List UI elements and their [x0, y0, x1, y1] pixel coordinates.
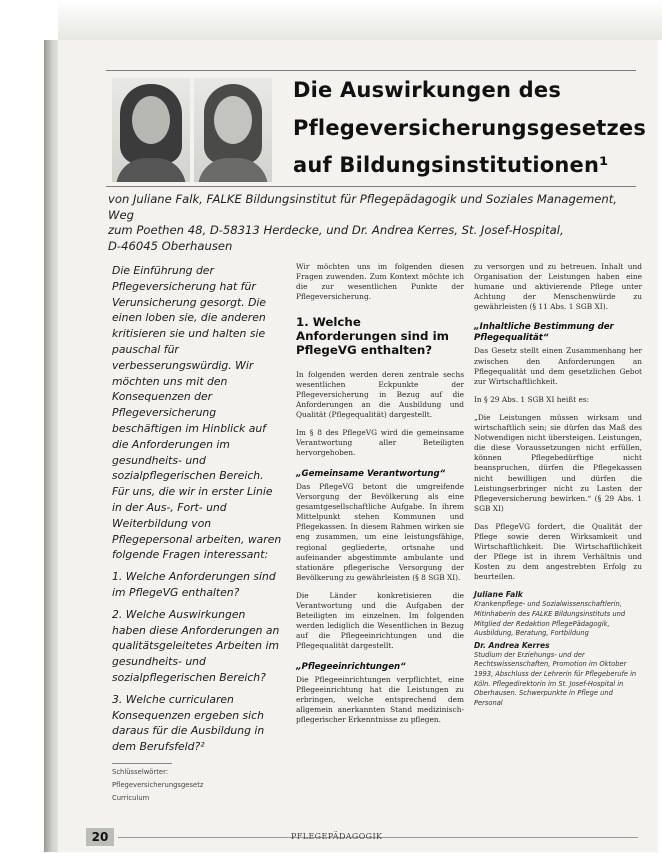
col3-paragraph-1: zu versorgen und zu betreuen. Inhalt und Organisation der Leistungen haben eine humane und aktivierende Pflege unter Achtung der Menschenwürde zu gewährleisten (§ 11 Abs. 1 SGB XI).: [474, 262, 642, 312]
col2-paragraph-5: Die Länder konkretisieren die Verantwortung und die Aufgaben der Beteiligten im einzelnen. Im folgenden werden lediglich die Wesentlichen in Bezug auf die Pflegeeinrichtungen und die Pflegequalität dargestellt.: [296, 590, 464, 651]
author-line-3: D-46045 Oberhausen: [108, 238, 233, 253]
keywords-label: Schlüsselwörter:: [112, 767, 169, 776]
article-title-line-2: Pflegeversicherungsgesetzes: [293, 116, 647, 140]
text-column-2: [296, 262, 464, 733]
col3-quote: „Die Leistungen müssen wirksam und wirtschaftlich sein; sie dürfen das Maß des Notwendigen nicht übersteigen. Leistungen, die diese Voraussetzungen nicht erfüllen, können Pflegebedürftige nicht beanspruchen, dürfen die Pflegekassen nicht bewilligen und dürfen die Leistungserbringer nicht zu Lasten der Pflegeversicherung bewirken.“ (§ 29 Abs. 1 SGB XI): [474, 412, 642, 513]
bio-name-falk: Juliane Falk: [474, 590, 523, 600]
bio-text-falk: Krankenpflege- und Sozialwissenschaftlerin, Mitinhaberin des FALKE Bildungsinstituts und Mitglied der Redaktion PflegePädagogik, Ausbildung, Beratung, Fortbildung: [474, 600, 626, 638]
page-footer: [86, 828, 646, 848]
header-rule-top: [106, 70, 636, 71]
col3-paragraph-3: In § 29 Abs. 1 SGB XI heißt es:: [474, 394, 590, 404]
col3-paragraph-5: Das PflegeVG fordert, die Qualität der Pflege sowie deren Wirksamkeit und Wirtschaftlichkeit. Die Wirtschaftlichkeit der Pflege ist in ihrem Verhältnis und Kosten zu dem angestrebten Erfolg zu beurteilen.: [474, 521, 642, 582]
publication-name: PFLEGEPÄDAGOGIK: [291, 832, 383, 841]
keyword-2: Curriculum: [112, 793, 150, 802]
author-photo-kerres: [194, 78, 272, 182]
bio-text-kerres: Studium der Erziehungs- und der Rechtswissenschaften, Promotion im Oktober 1993, Abschluss der Lehrerin für Pflegeberufe in Köln. Pflegedirektorin im St. Josef-Hospital in Oberhausen. Schwerpunkte in Pflege und Personal: [474, 650, 637, 707]
author-line-2: zum Poethen 48, D-58313 Herdecke, und Dr. Andrea Kerres, St. Josef-Hospital,: [108, 223, 564, 237]
col2-paragraph-2: In folgenden werden deren zentrale sechs wesentlichen Eckpunkte der Pflegeversicherung in Bezug auf die Anforderungen an die Ausbildung und Qualität (Pflegequalität) dargestellt.: [296, 369, 464, 420]
question-3: 3. Welche curricularen Konsequenzen ergeben sich daraus für die Ausbildung in dem Berufsfeld?²: [112, 692, 265, 754]
question-2: 2. Welche Auswirkungen haben diese Anforderungen an qualitätsgeleitetes Arbeiten im gesundheits- und sozialpflegerischen Bereich?: [112, 607, 280, 684]
article-title-line-3: auf Bildungsinstitutionen¹: [293, 153, 609, 177]
article-title-line-1: Die Auswirkungen des: [293, 78, 562, 102]
col2-paragraph-1: Wir möchten uns im folgenden diesen Fragen zuwenden. Zum Kontext möchte ich die zur wesentlichen Punkte der Pflegeversicherung.: [296, 262, 464, 302]
section-heading-1: 1. Welche Anforderungen sind im PflegeVG enthalten?: [296, 315, 449, 357]
footnote-separator: [112, 763, 172, 764]
bio-name-kerres: Dr. Andrea Kerres: [474, 640, 550, 650]
subheading-inhaltliche-bestimmung: „Inhaltliche Bestimmung der Pflegequalität“: [474, 322, 614, 343]
question-1: 1. Welche Anforderungen sind im PflegeVG enthalten?: [112, 570, 276, 599]
col2-paragraph-6: Die Pflegeeinrichtungen verpflichtet, eine Pflegeeinrichtung hat die Leistungen zu erbringen, welche entsprechend dem allgemein anerkannten Stand medizinisch-pflegerischer Erkenntnisse zu pflegen.: [296, 675, 464, 725]
scan-top-margin: [58, 0, 662, 40]
keyword-1: Pflegeversicherungsgesetz: [112, 780, 204, 789]
author-line-1: von Juliane Falk, FALKE Bildungsinstitut für Pflegepädagogik und Soziales Management, Weg: [108, 192, 617, 222]
text-column-3: [474, 262, 642, 708]
page-number: 20: [86, 828, 114, 846]
col2-paragraph-4: Das PflegeVG betont die umgreifende Versorgung der Bevölkerung als eine gesamtgesellschaftliche Aufgabe. In ihrem Mittelpunkt stehen Kommunen und Pflegekassen. In diesem Rahmen wirken sie eng zusammen, um eine leistungsfähige, regional gegliederte, ortsnahe und aufeinander abgestimmte ambulante und stationäre pflegerische Versorgung der Bevölkerung zu gewährleisten (§ 8 SGB XI).: [296, 482, 464, 582]
subheading-pflegeeinrichtungen: „Pflegeeinrichtungen“: [296, 661, 406, 672]
col3-paragraph-2: Das Gesetz stellt einen Zusammenhang her zwischen den Anforderungen an Pflegequalität und dem gesetzlichen Gebot zur Wirtschaftlichkeit.: [474, 346, 642, 386]
intro-paragraph: Die Einführung der Pflegeversicherung hat für Verunsicherung gesorgt. Die einen loben sie, die anderen kritisieren sie und halten sie pauschal für verbesserungswürdig. Wir möchten uns mit den Konsequenzen der Pflegeversicherung beschäftigen im Hinblick auf die Anforderungen im gesundheits- und sozialpflegerischen Bereich. Für uns, die wir in erster Linie in der Aus-, Fort- und Weiterbildung von Pflegepersonal arbeiten, waren folgende Fragen interessant:: [112, 264, 282, 562]
author-photo-falk: [112, 78, 190, 182]
subheading-gemeinsame-verantwortung: „Gemeinsame Verantwortung“: [296, 468, 446, 479]
header-rule-bottom: [106, 186, 636, 187]
intro-column: [112, 263, 282, 803]
col2-paragraph-3: Im § 8 des PflegeVG wird die gemeinsame Verantwortung aller Beteiligten hervorgehoben.: [296, 428, 464, 458]
author-affiliation: [108, 192, 638, 254]
